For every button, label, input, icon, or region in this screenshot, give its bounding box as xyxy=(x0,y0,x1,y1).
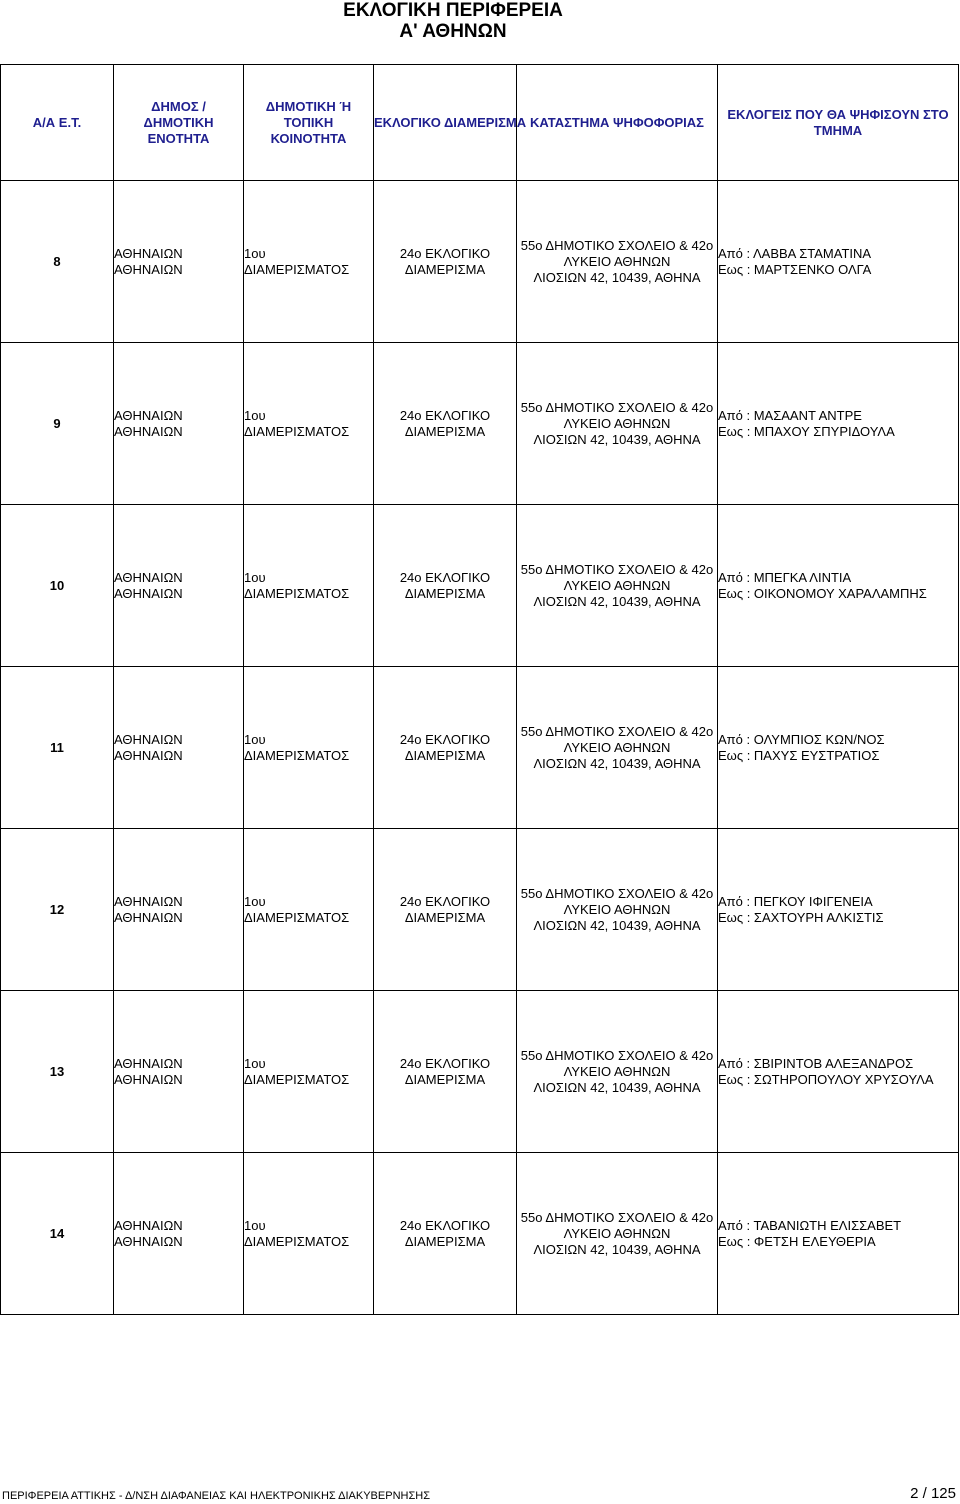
header-diamerisma xyxy=(374,65,527,181)
topiki-cell xyxy=(244,1153,374,1315)
katastima-cell xyxy=(517,505,718,667)
topiki-cell-line: 1ου xyxy=(244,731,266,747)
dimos-cell-line: ΑΘΗΝΑΙΩΝ xyxy=(114,1055,183,1071)
dimos-cell-line: ΑΘΗΝΑΙΩΝ xyxy=(114,1071,183,1087)
dimos-cell xyxy=(114,181,244,343)
voter-range-cell xyxy=(718,991,959,1153)
header-line: ΚΑΤΑΣΤΗΜΑ ΨΗΦΟΦΟΡΙΑΣ xyxy=(530,114,704,130)
voter-range-cell xyxy=(718,181,959,343)
katastima-cell xyxy=(517,991,718,1153)
topiki-cell-line: ΔΙΑΜΕΡΙΣΜΑΤΟΣ xyxy=(244,585,350,601)
page-number: 2 / 125 xyxy=(910,1485,956,1502)
row-number: 8 xyxy=(1,181,114,343)
dimos-cell-line: ΑΘΗΝΑΙΩΝ xyxy=(114,909,183,925)
diamerisma-cell-line: ΔΙΑΜΕΡΙΣΜΑ xyxy=(404,261,486,277)
range-to: Εως : ΠΑΧΥΣ ΕΥΣΤΡΑΤΙΟΣ xyxy=(718,747,880,763)
row-number: 14 xyxy=(1,1153,114,1315)
dimos-cell-line: ΑΘΗΝΑΙΩΝ xyxy=(114,407,183,423)
katastima-cell xyxy=(517,667,718,829)
diamerisma-cell-line: ΔΙΑΜΕΡΙΣΜΑ xyxy=(404,909,486,925)
diamerisma-cell-line: 24ο ΕΚΛΟΓΙΚΟ xyxy=(399,1055,491,1071)
page-subtitle: Α' ΑΘΗΝΩΝ xyxy=(399,21,507,42)
katastima-cell-line: 55ο ΔΗΜΟΤΙΚΟ ΣΧΟΛΕΙΟ & 42ο xyxy=(520,885,714,901)
header-topiki xyxy=(244,65,374,181)
diamerisma-cell xyxy=(374,505,517,667)
diamerisma-cell xyxy=(374,829,517,991)
katastima-cell-line: ΛΥΚΕΙΟ ΑΘΗΝΩΝ xyxy=(563,415,671,431)
range-to: Εως : ΦΕΤΣΗ ΕΛΕΥΘΕΡΙΑ xyxy=(718,1233,876,1249)
diamerisma-cell-line: 24ο ΕΚΛΟΓΙΚΟ xyxy=(399,893,491,909)
katastima-cell-line: ΛΥΚΕΙΟ ΑΘΗΝΩΝ xyxy=(563,253,671,269)
katastima-cell-line: ΛΙΟΣΙΩΝ 42, 10439, ΑΘΗΝΑ xyxy=(533,269,701,285)
dimos-cell xyxy=(114,1153,244,1315)
katastima-cell-line: ΛΙΟΣΙΩΝ 42, 10439, ΑΘΗΝΑ xyxy=(533,1079,701,1095)
topiki-cell-line: 1ου xyxy=(244,1217,266,1233)
range-from: Από : ΜΑΣΑΑΝΤ ΑΝΤΡΕ xyxy=(718,407,862,423)
voter-range-cell xyxy=(718,343,959,505)
katastima-cell-line: ΛΥΚΕΙΟ ΑΘΗΝΩΝ xyxy=(563,577,671,593)
dimos-cell-line: ΑΘΗΝΑΙΩΝ xyxy=(114,893,183,909)
katastima-cell-line: ΛΥΚΕΙΟ ΑΘΗΝΩΝ xyxy=(563,739,671,755)
diamerisma-cell-line: ΔΙΑΜΕΡΙΣΜΑ xyxy=(404,1233,486,1249)
dimos-cell-line: ΑΘΗΝΑΙΩΝ xyxy=(114,1217,183,1233)
topiki-cell-line: ΔΙΑΜΕΡΙΣΜΑΤΟΣ xyxy=(244,261,350,277)
topiki-cell xyxy=(244,667,374,829)
footer-organization: ΠΕΡΙΦΕΡΕΙΑ ΑΤΤΙΚΗΣ - Δ/ΝΣΗ ΔΙΑΦΑΝΕΙΑΣ ΚΑΙ ΗΛΕΚΤΡΟΝΙΚΗΣ ΔΙΑΚΥΒΕΡΝΗΣΗΣ xyxy=(2,1490,431,1502)
row-number: 13 xyxy=(1,991,114,1153)
range-to: Εως : ΣΑΧΤΟΥΡΗ ΑΛΚΙΣΤΙΣ xyxy=(718,909,884,925)
page-title: ΕΚΛΟΓΙΚΗ ΠΕΡΙΦΕΡΕΙΑ xyxy=(343,0,563,21)
katastima-cell-line: ΛΙΟΣΙΩΝ 42, 10439, ΑΘΗΝΑ xyxy=(533,1241,701,1257)
row-number: 9 xyxy=(1,343,114,505)
diamerisma-cell-line: ΔΙΑΜΕΡΙΣΜΑ xyxy=(404,585,486,601)
topiki-cell-line: ΔΙΑΜΕΡΙΣΜΑΤΟΣ xyxy=(244,423,350,439)
katastima-cell-line: ΛΥΚΕΙΟ ΑΘΗΝΩΝ xyxy=(563,901,671,917)
dimos-cell xyxy=(114,343,244,505)
dimos-cell-line: ΑΘΗΝΑΙΩΝ xyxy=(114,1233,183,1249)
header-line: Α/Α Ε.Τ. xyxy=(32,114,82,130)
table-row xyxy=(1,829,959,991)
header-line: ΚΟΙΝΟΤΗΤΑ xyxy=(270,130,347,146)
range-from: Από : ΠΕΓΚΟΥ ΙΦΙΓΕΝΕΙΑ xyxy=(718,893,873,909)
topiki-cell-line: 1ου xyxy=(244,407,266,423)
voter-range-cell xyxy=(718,829,959,991)
range-from: Από : ΜΠΕΓΚΑ ΛΙΝΤΙΑ xyxy=(718,569,852,585)
diamerisma-cell-line: ΔΙΑΜΕΡΙΣΜΑ xyxy=(404,1071,486,1087)
topiki-cell-line: ΔΙΑΜΕΡΙΣΜΑΤΟΣ xyxy=(244,1233,350,1249)
diamerisma-cell-line: ΔΙΑΜΕΡΙΣΜΑ xyxy=(404,747,486,763)
diamerisma-cell-line: 24ο ΕΚΛΟΓΙΚΟ xyxy=(399,407,491,423)
range-from: Από : ΟΛΥΜΠΙΟΣ ΚΩΝ/ΝΟΣ xyxy=(718,731,885,747)
voter-range-cell xyxy=(718,505,959,667)
row-number: 10 xyxy=(1,505,114,667)
header-line: ΤΟΠΙΚΗ xyxy=(283,114,334,130)
diamerisma-cell xyxy=(374,343,517,505)
row-number: 12 xyxy=(1,829,114,991)
katastima-cell-line: ΛΙΟΣΙΩΝ 42, 10439, ΑΘΗΝΑ xyxy=(533,917,701,933)
table-row xyxy=(1,1153,959,1315)
dimos-cell-line: ΑΘΗΝΑΙΩΝ xyxy=(114,569,183,585)
voter-range-cell xyxy=(718,667,959,829)
range-from: Από : ΛΑΒΒΑ ΣΤΑΜΑΤΙΝΑ xyxy=(718,245,872,261)
topiki-cell-line: 1ου xyxy=(244,893,266,909)
dimos-cell xyxy=(114,505,244,667)
diamerisma-cell xyxy=(374,1153,517,1315)
voter-range-cell xyxy=(718,1153,959,1315)
topiki-cell-line: 1ου xyxy=(244,569,266,585)
table-header-row xyxy=(1,65,959,181)
range-to: Εως : ΟΙΚΟΝΟΜΟΥ ΧΑΡΑΛΑΜΠΗΣ xyxy=(718,585,927,601)
diamerisma-cell-line: 24ο ΕΚΛΟΓΙΚΟ xyxy=(399,731,491,747)
diamerisma-cell-line: ΔΙΑΜΕΡΙΣΜΑ xyxy=(404,423,486,439)
dimos-cell-line: ΑΘΗΝΑΙΩΝ xyxy=(114,747,183,763)
dimos-cell-line: ΑΘΗΝΑΙΩΝ xyxy=(114,245,183,261)
katastima-cell-line: ΛΙΟΣΙΩΝ 42, 10439, ΑΘΗΝΑ xyxy=(533,755,701,771)
katastima-cell-line: ΛΙΟΣΙΩΝ 42, 10439, ΑΘΗΝΑ xyxy=(533,431,701,447)
dimos-cell-line: ΑΘΗΝΑΙΩΝ xyxy=(114,731,183,747)
topiki-cell-line: 1ου xyxy=(244,245,266,261)
header-line: ΕΚΛΟΓΙΚΟ ΔΙΑΜΕΡΙΣΜΑ xyxy=(374,114,527,130)
diamerisma-cell xyxy=(374,991,517,1153)
topiki-cell xyxy=(244,829,374,991)
katastima-cell xyxy=(517,1153,718,1315)
katastima-cell-line: 55ο ΔΗΜΟΤΙΚΟ ΣΧΟΛΕΙΟ & 42ο xyxy=(520,1209,714,1225)
dimos-cell-line: ΑΘΗΝΑΙΩΝ xyxy=(114,423,183,439)
katastima-cell xyxy=(517,829,718,991)
diamerisma-cell-line: 24ο ΕΚΛΟΓΙΚΟ xyxy=(399,569,491,585)
katastima-cell xyxy=(517,343,718,505)
header-line: ΔΗΜΟΤΙΚΗ Ή xyxy=(265,98,352,114)
topiki-cell-line: 1ου xyxy=(244,1055,266,1071)
topiki-cell xyxy=(244,991,374,1153)
katastima-cell-line: 55ο ΔΗΜΟΤΙΚΟ ΣΧΟΛΕΙΟ & 42ο xyxy=(520,237,714,253)
katastima-cell-line: ΛΥΚΕΙΟ ΑΘΗΝΩΝ xyxy=(563,1225,671,1241)
katastima-cell-line: 55ο ΔΗΜΟΤΙΚΟ ΣΧΟΛΕΙΟ & 42ο xyxy=(520,723,714,739)
topiki-cell-line: ΔΙΑΜΕΡΙΣΜΑΤΟΣ xyxy=(244,747,350,763)
header-katastima xyxy=(517,65,718,181)
dimos-cell xyxy=(114,991,244,1153)
katastima-cell-line: 55ο ΔΗΜΟΤΙΚΟ ΣΧΟΛΕΙΟ & 42ο xyxy=(520,1047,714,1063)
dimos-cell-line: ΑΘΗΝΑΙΩΝ xyxy=(114,585,183,601)
diamerisma-cell-line: 24ο ΕΚΛΟΓΙΚΟ xyxy=(399,1217,491,1233)
katastima-cell xyxy=(517,181,718,343)
topiki-cell xyxy=(244,181,374,343)
range-to: Εως : ΜΠΑΧΟΥ ΣΠΥΡΙΔΟΥΛΑ xyxy=(718,423,895,439)
row-number: 11 xyxy=(1,667,114,829)
diamerisma-cell-line: 24ο ΕΚΛΟΓΙΚΟ xyxy=(399,245,491,261)
katastima-cell-line: ΛΙΟΣΙΩΝ 42, 10439, ΑΘΗΝΑ xyxy=(533,593,701,609)
dimos-cell xyxy=(114,829,244,991)
topiki-cell xyxy=(244,343,374,505)
table-body xyxy=(1,181,959,1315)
katastima-cell-line: 55ο ΔΗΜΟΤΙΚΟ ΣΧΟΛΕΙΟ & 42ο xyxy=(520,561,714,577)
header-line: ΕΚΛΟΓΕΙΣ ΠΟΥ ΘΑ ΨΗΦΙΣΟΥΝ ΣΤΟ xyxy=(727,106,949,122)
table-row xyxy=(1,991,959,1153)
diamerisma-cell xyxy=(374,181,517,343)
diamerisma-cell xyxy=(374,667,517,829)
header-line: ΤΜΗΜΑ xyxy=(813,122,863,138)
table-row xyxy=(1,667,959,829)
table-row xyxy=(1,505,959,667)
table-row xyxy=(1,181,959,343)
header-line: ΕΝΟΤΗΤΑ xyxy=(147,130,210,146)
dimos-cell xyxy=(114,667,244,829)
header-line: ΔΗΜΟΣ / xyxy=(151,98,206,114)
range-from: Από : ΣΒΙΡΙΝΤΟΒ ΑΛΕΞΑΝΔΡΟΣ xyxy=(718,1055,914,1071)
dimos-cell-line: ΑΘΗΝΑΙΩΝ xyxy=(114,261,183,277)
range-to: Εως : ΜΑΡΤΣΕΝΚΟ ΟΛΓΑ xyxy=(718,261,872,277)
header-aa xyxy=(1,65,114,181)
topiki-cell xyxy=(244,505,374,667)
range-to: Εως : ΣΩΤΗΡΟΠΟΥΛΟΥ ΧΡΥΣΟΥΛΑ xyxy=(718,1071,934,1087)
header-eklogeis xyxy=(718,65,959,181)
katastima-cell-line: 55ο ΔΗΜΟΤΙΚΟ ΣΧΟΛΕΙΟ & 42ο xyxy=(520,399,714,415)
katastima-cell-line: ΛΥΚΕΙΟ ΑΘΗΝΩΝ xyxy=(563,1063,671,1079)
table-row xyxy=(1,343,959,505)
header-line: ΔΗΜΟΤΙΚΗ xyxy=(143,114,214,130)
header-dimos xyxy=(114,65,244,181)
topiki-cell-line: ΔΙΑΜΕΡΙΣΜΑΤΟΣ xyxy=(244,909,350,925)
polling-stations-table xyxy=(0,64,959,1315)
topiki-cell-line: ΔΙΑΜΕΡΙΣΜΑΤΟΣ xyxy=(244,1071,350,1087)
range-from: Από : ΤΑΒΑΝΙΩΤΗ ΕΛΙΣΣΑΒΕΤ xyxy=(718,1217,902,1233)
